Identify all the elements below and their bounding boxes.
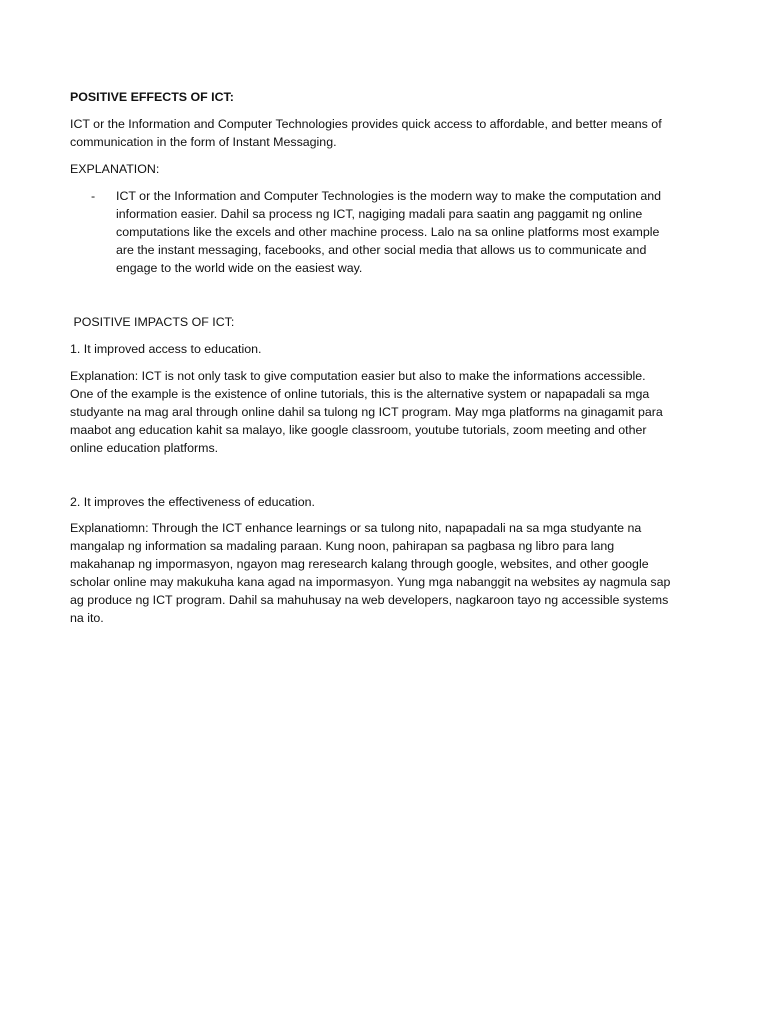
bullet-line: engage to the world wide on the easiest way. <box>116 261 363 275</box>
bullet-dash: - <box>91 189 96 203</box>
item2-explanation-line: makahanap ng impormasyon, ngayon mag reresearch kalang through google, websites, and other google <box>70 557 649 571</box>
item2-explanation-line: ag produce ng ICT program. Dahil sa mahuhusay na web developers, nagkaroon tayo ng accessible systems <box>70 593 669 607</box>
item1-title: 1. It improved access to education. <box>70 342 262 356</box>
item2-explanation-line: mangalap ng information sa madaling paraan. Kung noon, pahirapan sa pagbasa ng libro para lang <box>70 539 615 553</box>
item2-explanation-line: na ito. <box>70 611 104 625</box>
bullet-line: computations like the excels and other machine process. Lalo na sa online platforms most example <box>116 225 660 239</box>
item1-explanation-line: maabot ang education kahit sa malayo, like google classroom, youtube tutorials, zoom meeting and other <box>70 423 647 437</box>
item2-title: 2. It improves the effectiveness of education. <box>70 495 315 509</box>
bullet-line: are the instant messaging, facebooks, and other social media that allows us to communicate and <box>116 243 647 257</box>
item2-explanation-line: scholar online may makukuha kana agad na impormasyon. Yung mga nabanggit na websites ay nagmula sap <box>70 575 671 589</box>
item2-explanation-line: Explanatiomn: Through the ICT enhance learnings or sa tulong nito, napapadali na sa mga studyante na <box>70 521 642 535</box>
item1-explanation-line: online education platforms. <box>70 441 219 455</box>
heading-positive-effects: POSITIVE EFFECTS OF ICT: <box>70 90 234 104</box>
intro-line: communication in the form of Instant Messaging. <box>70 135 337 149</box>
bullet-line: information easier. Dahil sa process ng ICT, nagiging madali para saatin ang paggamit ng online <box>116 207 643 221</box>
item1-explanation-line: One of the example is the existence of online tutorials, this is the alternative system or napapadali sa mga <box>70 387 650 401</box>
heading-positive-impacts: POSITIVE IMPACTS OF ICT: <box>70 315 235 329</box>
item1-explanation-line: studyante na mag aral through online dahil sa tulong ng ICT program. May mga platforms na ginagamit para <box>70 405 663 419</box>
item1-explanation-line: Explanation: ICT is not only task to give computation easier but also to make the informations accessible. <box>70 369 646 383</box>
intro-line: ICT or the Information and Computer Technologies provides quick access to affordable, and better means of <box>70 117 662 131</box>
explanation-heading: EXPLANATION: <box>70 162 160 176</box>
bullet-line: ICT or the Information and Computer Technologies is the modern way to make the computation and <box>116 189 662 203</box>
